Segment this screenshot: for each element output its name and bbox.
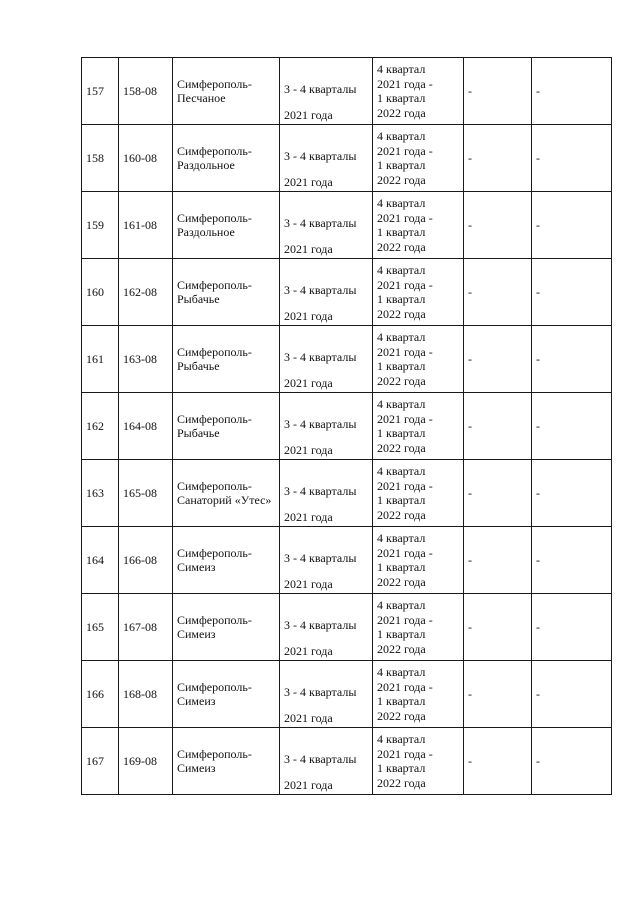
route-code: 164-08: [119, 393, 173, 460]
period-line: 2021 года: [284, 777, 333, 792]
term-line: 4 квартал: [377, 196, 426, 210]
table-row: [82, 728, 612, 795]
term-cell: [373, 460, 464, 527]
empty-value-cell: -: [464, 393, 532, 460]
period-line: 3 - 4 кварталы: [284, 350, 357, 364]
empty-value-cell: -: [464, 326, 532, 393]
term-line: 4 квартал: [377, 732, 426, 746]
term-line: 2022 года: [377, 507, 426, 522]
term-line: 1 квартал: [377, 761, 426, 775]
route-code: 160-08: [119, 125, 173, 192]
period-line: 3 - 4 кварталы: [284, 551, 357, 565]
table-row: [82, 326, 612, 393]
empty-value-cell: -: [464, 527, 532, 594]
period-line: 2021 года: [284, 576, 333, 591]
route-name-line: Симферополь-: [177, 143, 252, 158]
period-cell: [280, 58, 373, 125]
route-name-line: Раздольное: [177, 158, 235, 172]
term-cell: [373, 192, 464, 259]
term-line: 2022 года: [377, 440, 426, 455]
route-name: [173, 259, 280, 326]
period-line: 3 - 4 кварталы: [284, 216, 357, 230]
route-name: [173, 125, 280, 192]
empty-value-cell: -: [532, 527, 612, 594]
term-line: 1 квартал: [377, 493, 426, 507]
empty-value-cell: -: [532, 58, 612, 125]
route-name-line: Симферополь-: [177, 478, 252, 493]
row-number: 165: [82, 594, 119, 661]
route-name-line: Симферополь-: [177, 612, 252, 627]
term-line: 1 квартал: [377, 91, 426, 105]
routes-table: [81, 57, 612, 795]
period-line: 2021 года: [284, 509, 333, 524]
term-line: 4 квартал: [377, 330, 426, 344]
term-line: 4 квартал: [377, 531, 426, 545]
term-line: 2021 года -: [377, 277, 433, 292]
table-row: [82, 192, 612, 259]
period-cell: [280, 661, 373, 728]
route-code: 169-08: [119, 728, 173, 795]
route-name-line: Симферополь-: [177, 344, 252, 359]
table-body: [82, 58, 612, 795]
route-name-line: Симферополь-: [177, 545, 252, 560]
table-row: [82, 661, 612, 728]
route-name-line: Симеиз: [177, 694, 216, 708]
row-number: 158: [82, 125, 119, 192]
term-cell: [373, 393, 464, 460]
term-line: 2021 года -: [377, 411, 433, 426]
row-number: 166: [82, 661, 119, 728]
period-line: 2021 года: [284, 375, 333, 390]
empty-value-cell: -: [532, 393, 612, 460]
term-line: 2021 года -: [377, 143, 433, 158]
empty-value-cell: -: [532, 326, 612, 393]
route-name-line: Санаторий «Утес»: [177, 493, 272, 507]
period-text: [284, 127, 368, 189]
term-line: 2021 года -: [377, 210, 433, 225]
route-name-line: Симеиз: [177, 560, 216, 574]
period-line: 3 - 4 кварталы: [284, 417, 357, 431]
period-text: [284, 529, 368, 591]
route-name-line: Рыбачье: [177, 359, 220, 373]
period-cell: [280, 326, 373, 393]
term-cell: [373, 728, 464, 795]
period-line: 3 - 4 кварталы: [284, 283, 357, 297]
period-line: 2021 года: [284, 442, 333, 457]
term-line: 1 квартал: [377, 560, 426, 574]
route-name: [173, 393, 280, 460]
route-name: [173, 594, 280, 661]
term-line: 2022 года: [377, 105, 426, 120]
route-name: [173, 661, 280, 728]
period-line: 2021 года: [284, 308, 333, 323]
term-cell: [373, 125, 464, 192]
term-line: 2021 года -: [377, 478, 433, 493]
table-row: [82, 460, 612, 527]
period-cell: [280, 393, 373, 460]
period-cell: [280, 259, 373, 326]
route-name-line: Симеиз: [177, 627, 216, 641]
term-cell: [373, 527, 464, 594]
term-line: 4 квартал: [377, 397, 426, 411]
empty-value-cell: -: [464, 125, 532, 192]
period-cell: [280, 125, 373, 192]
route-name-line: Песчаное: [177, 91, 226, 105]
route-code: 167-08: [119, 594, 173, 661]
period-line: 2021 года: [284, 107, 333, 122]
empty-value-cell: -: [464, 661, 532, 728]
term-line: 2021 года -: [377, 545, 433, 560]
period-text: [284, 395, 368, 457]
period-line: 3 - 4 кварталы: [284, 618, 357, 632]
term-line: 4 квартал: [377, 62, 426, 76]
period-line: 2021 года: [284, 174, 333, 189]
route-name-line: Раздольное: [177, 225, 235, 239]
empty-value-cell: -: [464, 192, 532, 259]
term-line: 2022 года: [377, 708, 426, 723]
table-row: [82, 125, 612, 192]
period-text: [284, 663, 368, 725]
term-line: 1 квартал: [377, 292, 426, 306]
term-line: 2022 года: [377, 172, 426, 187]
route-code: 158-08: [119, 58, 173, 125]
period-text: [284, 596, 368, 658]
route-name-line: Симферополь-: [177, 411, 252, 426]
period-text: [284, 462, 368, 524]
empty-value-cell: -: [532, 728, 612, 795]
empty-value-cell: -: [532, 460, 612, 527]
period-text: [284, 60, 368, 122]
period-line: 3 - 4 кварталы: [284, 149, 357, 163]
row-number: 160: [82, 259, 119, 326]
period-text: [284, 194, 368, 256]
route-code: 161-08: [119, 192, 173, 259]
empty-value-cell: -: [532, 125, 612, 192]
table-row: [82, 259, 612, 326]
empty-value-cell: -: [532, 661, 612, 728]
table-row: [82, 527, 612, 594]
period-cell: [280, 594, 373, 661]
row-number: 163: [82, 460, 119, 527]
empty-value-cell: -: [464, 728, 532, 795]
empty-value-cell: -: [464, 58, 532, 125]
row-number: 159: [82, 192, 119, 259]
route-name-line: Симферополь-: [177, 746, 252, 761]
period-text: [284, 261, 368, 323]
table-row: [82, 393, 612, 460]
term-cell: [373, 58, 464, 125]
period-text: [284, 328, 368, 390]
term-line: 2022 года: [377, 641, 426, 656]
term-line: 2021 года -: [377, 679, 433, 694]
route-code: 166-08: [119, 527, 173, 594]
empty-value-cell: -: [532, 192, 612, 259]
row-number: 164: [82, 527, 119, 594]
term-line: 2022 года: [377, 775, 426, 790]
empty-value-cell: -: [532, 594, 612, 661]
period-cell: [280, 192, 373, 259]
table-row: [82, 58, 612, 125]
period-line: 3 - 4 кварталы: [284, 484, 357, 498]
route-name: [173, 326, 280, 393]
term-line: 2021 года -: [377, 344, 433, 359]
route-name: [173, 192, 280, 259]
route-name-line: Симферополь-: [177, 210, 252, 225]
route-name: [173, 728, 280, 795]
term-cell: [373, 661, 464, 728]
period-cell: [280, 527, 373, 594]
period-line: 3 - 4 кварталы: [284, 82, 357, 96]
term-line: 2022 года: [377, 373, 426, 388]
empty-value-cell: -: [464, 594, 532, 661]
row-number: 161: [82, 326, 119, 393]
term-line: 1 квартал: [377, 627, 426, 641]
term-line: 1 квартал: [377, 359, 426, 373]
empty-value-cell: -: [464, 460, 532, 527]
term-cell: [373, 594, 464, 661]
term-line: 2022 года: [377, 239, 426, 254]
row-number: 162: [82, 393, 119, 460]
route-name-line: Рыбачье: [177, 426, 220, 440]
period-line: 3 - 4 кварталы: [284, 752, 357, 766]
route-code: 162-08: [119, 259, 173, 326]
term-line: 2022 года: [377, 574, 426, 589]
route-name-line: Симферополь-: [177, 679, 252, 694]
route-name: [173, 58, 280, 125]
route-code: 163-08: [119, 326, 173, 393]
term-line: 4 квартал: [377, 129, 426, 143]
period-text: [284, 730, 368, 792]
empty-value-cell: -: [464, 259, 532, 326]
period-line: 2021 года: [284, 710, 333, 725]
term-line: 2021 года -: [377, 76, 433, 91]
term-line: 4 квартал: [377, 598, 426, 612]
period-line: 2021 года: [284, 241, 333, 256]
route-name-line: Рыбачье: [177, 292, 220, 306]
term-line: 1 квартал: [377, 694, 426, 708]
period-cell: [280, 728, 373, 795]
term-line: 2022 года: [377, 306, 426, 321]
route-name: [173, 460, 280, 527]
term-cell: [373, 259, 464, 326]
term-line: 1 квартал: [377, 225, 426, 239]
table-row: [82, 594, 612, 661]
route-name-line: Симферополь-: [177, 76, 252, 91]
term-line: 2021 года -: [377, 612, 433, 627]
term-line: 4 квартал: [377, 263, 426, 277]
route-code: 165-08: [119, 460, 173, 527]
term-line: 1 квартал: [377, 426, 426, 440]
term-cell: [373, 326, 464, 393]
row-number: 157: [82, 58, 119, 125]
term-line: 1 квартал: [377, 158, 426, 172]
term-line: 2021 года -: [377, 746, 433, 761]
period-line: 2021 года: [284, 643, 333, 658]
route-code: 168-08: [119, 661, 173, 728]
empty-value-cell: -: [532, 259, 612, 326]
period-cell: [280, 460, 373, 527]
route-name: [173, 527, 280, 594]
term-line: 4 квартал: [377, 665, 426, 679]
term-line: 4 квартал: [377, 464, 426, 478]
route-name-line: Симферополь-: [177, 277, 252, 292]
route-name-line: Симеиз: [177, 761, 216, 775]
period-line: 3 - 4 кварталы: [284, 685, 357, 699]
row-number: 167: [82, 728, 119, 795]
